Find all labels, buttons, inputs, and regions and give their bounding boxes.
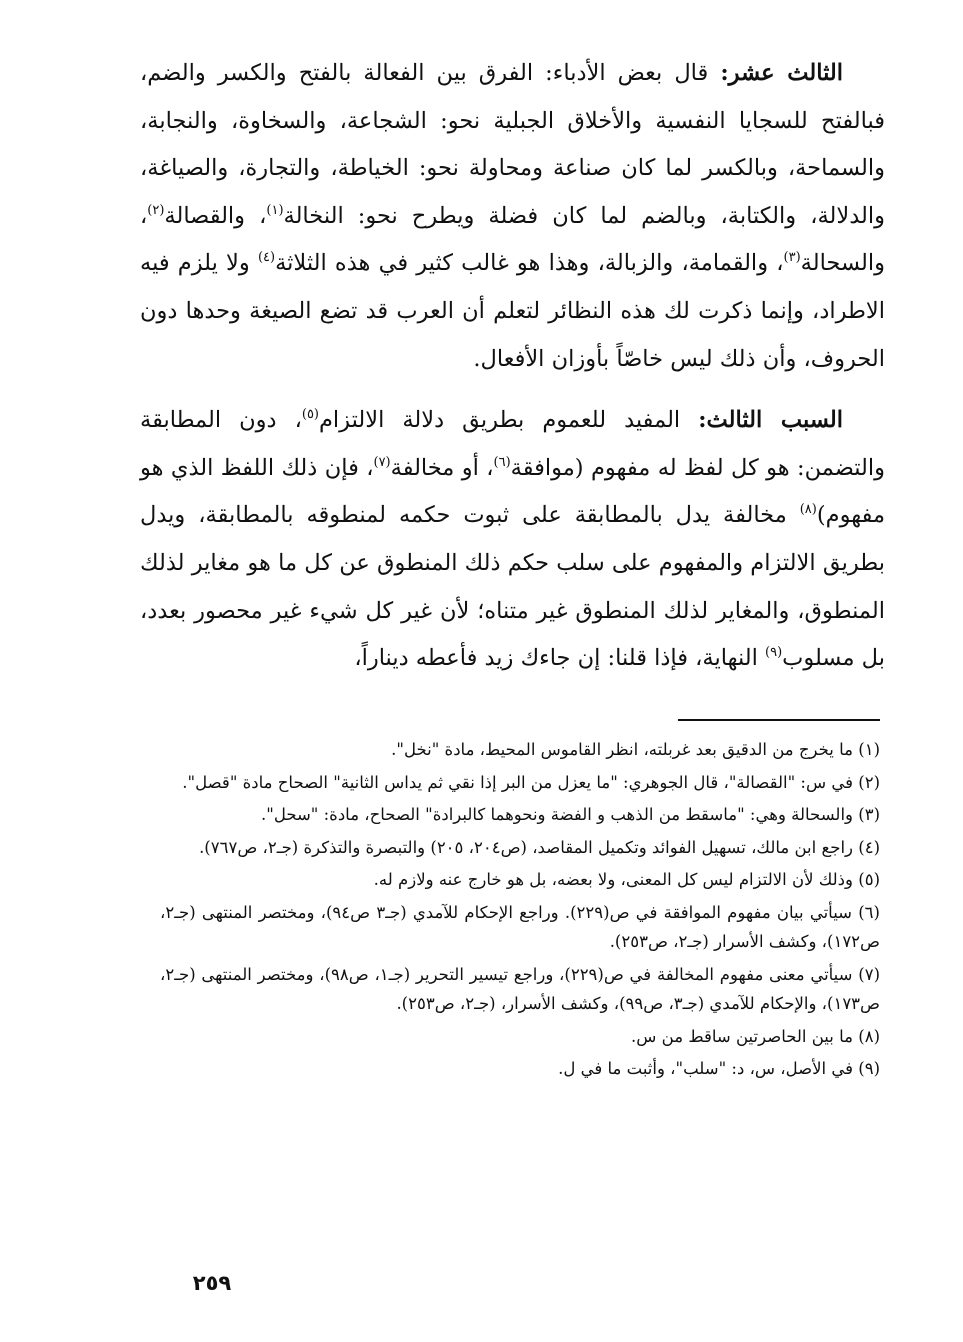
footnotes (160, 735, 880, 1087)
text-run: ولا يلزم فيه الاطراد، وإنما ذكرت لك هذه النظائر لتعلم أن العرب قد تضع الصيغة وحدها دون الحروف، وأن ذلك ليس خاصّاً بأوزان الأفعال. (140, 250, 885, 372)
main-text (140, 50, 885, 683)
footnote-ref: (١) (266, 202, 284, 218)
text-run: ، أو مخالفة (390, 454, 494, 481)
footnote: (١) ما يخرج من الدقيق بعد غربلته، انظر القاموس المحيط، مادة "نخل". (391, 740, 880, 759)
text-run: ، والسحالة (140, 202, 885, 277)
footnote-ref: (٥) (301, 407, 319, 423)
paragraph-lead: الثالث عشر: (720, 60, 843, 86)
footnote: (٤) راجع ابن مالك، تسهيل الفوائد وتكميل المقاصد، (ص٢٠٤، ٢٠٥) والتبصرة والتذكرة (جـ٢، ص٧٦٧). (199, 837, 880, 857)
text-run: مخالفة يدل بالمطابقة على ثبوت حكمه لمنطوقه بالمطابقة، ويدل بطريق الالتزام والمفهوم على سلب حكم ذلك المنطوق عن كل ما هو مغاير لذلك المنطوق، والمغاير لذلك المنطوق غير متناه؛ لأن غير كل شيء غير محصور بعدد، بل مسلوب (140, 502, 885, 672)
footnote: (٣) والسحالة وهي: "ماسقط من الذهب و الفضة ونحوهما كالبرادة" الصحاح، مادة: "سحل". (260, 805, 880, 824)
footnote: (٧) سيأتي معنى مفهوم المخالفة في ص(٢٢٩)، وراجع تيسير التحرير (جـ١، ص٩٨)، ومختصر المنتهى (جـ٢، ص١٧٣)، والإحكام للآمدي (جـ٣، ص٩٩)، وكشف الأسرار، (جـ٢، ص٢٥٣). (160, 964, 880, 1013)
text-run: النهاية، فإذا قلنا: إن جاءك زيد فأعطه ديناراً، (354, 645, 766, 672)
footnote-ref: (٤) (257, 250, 276, 266)
text-run: ، دون المطابقة والتضمن: هو كل لفظ له مفهوم (موافقة (140, 407, 885, 481)
footnote: (٢) في س: "القصالة"، قال الجوهري: "ما يعزل من البر إذا نقي ثم يداس الثانية" الصحاح مادة "قصل". (182, 772, 880, 792)
text-run: قال بعض الأدباء: الفرق بين الفعالة بالفتح والكسر والضم، فبالفتح للسجايا النفسية والأخلاق الجبلية نحو: الشجاعة، والسخاوة، والنجابة، والسماحة، وبالكسر لما كان صناعة ومحاولة نحو: الخياطة، والتجارة، والصياغة، والدلالة، والكتابة، وبالضم لما كان فضلة ويطرح نحو: النخالة (140, 60, 885, 229)
footnote: (٥) وذلك لأن الالتزام ليس كل المعنى، ولا بعضه، بل هو خارج عنه ولازم له. (373, 870, 880, 889)
footnote-ref: (٨) (799, 502, 817, 518)
page-number: ٢٥٩ (192, 1271, 232, 1295)
text-run: المفيد للعموم بطريق دلالة الالتزام (319, 407, 699, 434)
footnote-ref: (٢) (147, 202, 165, 218)
footnote-ref: (٧) (373, 454, 391, 470)
text-run: ، والقمامة، والزبالة، وهذا هو غالب كثير في هذه الثلاثة (275, 250, 784, 277)
footnote-ref: (٩) (765, 645, 783, 661)
footnote-separator (678, 719, 880, 721)
footnote: (٨) ما بين الحاصرتين ساقط من س. (631, 1026, 880, 1046)
footnote: (٩) في الأصل، س، د: "سلب"، وأثبت ما في ل. (558, 1059, 880, 1078)
paragraph-thirteenth (140, 50, 885, 383)
footnote: (٦) سيأتي بيان مفهوم الموافقة في ص(٢٢٩). وراجع الإحكام للآمدي (جـ٣ ص٩٤)، ومختصر المنتهى (جـ٢، ص١٧٢)، وكشف الأسرار (جـ٢، ص٢٥٣). (160, 902, 880, 951)
paragraph-lead: السبب الثالث: (698, 407, 843, 434)
text-run: ، فإن ذلك اللفظ الذي هو مفهوم) (140, 454, 885, 529)
footnote-ref: (٣) (783, 250, 801, 266)
paragraph-third-reason (140, 397, 885, 683)
text-run: ، والقصالة (164, 202, 267, 229)
footnote-ref: (٦) (493, 454, 511, 470)
